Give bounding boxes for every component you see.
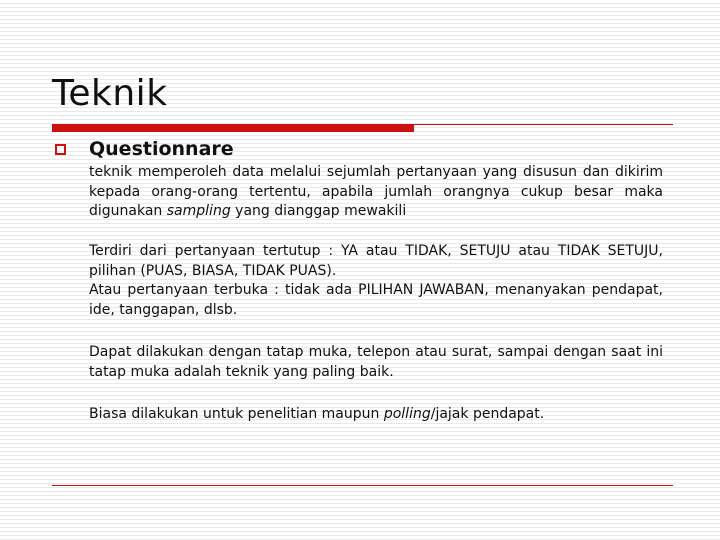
slide-title: Teknik <box>52 73 168 114</box>
paragraph-usage <box>89 405 663 425</box>
hollow-square-bullet-icon <box>55 144 66 155</box>
emphasis-sampling: sampling <box>166 203 231 219</box>
open-questions-text: Atau pertanyaan terbuka : tidak ada PILIHAN JAWABAN, menanyakan pendapat, ide, tanggapan, dlsb. <box>89 282 663 318</box>
emphasis-polling: polling <box>383 406 431 422</box>
section-heading: Questionnare <box>89 138 234 160</box>
paragraph-definition-tail: yang dianggap mewakili <box>230 203 407 219</box>
paragraph-definition <box>89 163 663 222</box>
title-underline-bar <box>52 124 414 132</box>
title-underline-rule <box>414 124 673 125</box>
paragraph-question-types <box>89 242 663 320</box>
footer-rule <box>52 485 673 486</box>
paragraph-methods: Dapat dilakukan dengan tatap muka, telepon atau surat, sampai dengan saat ini tatap muka adalah teknik yang paling baik. <box>89 344 663 380</box>
paragraph-definition-text: teknik memperoleh data melalui sejumlah pertanyaan yang disusun dan dikirim kepada orang-orang tertentu, apabila jumlah orangnya cukup besar maka digunakan <box>89 164 663 219</box>
closed-questions-text: Terdiri dari pertanyaan tertutup : YA atau TIDAK, SETUJU atau TIDAK SETUJU, pilihan (PUAS, BIASA, TIDAK PUAS). <box>89 243 663 279</box>
paragraph-usage-tail: /jajak pendapat. <box>430 406 545 422</box>
paragraph-usage-text: Biasa dilakukan untuk penelitian maupun <box>89 406 384 422</box>
